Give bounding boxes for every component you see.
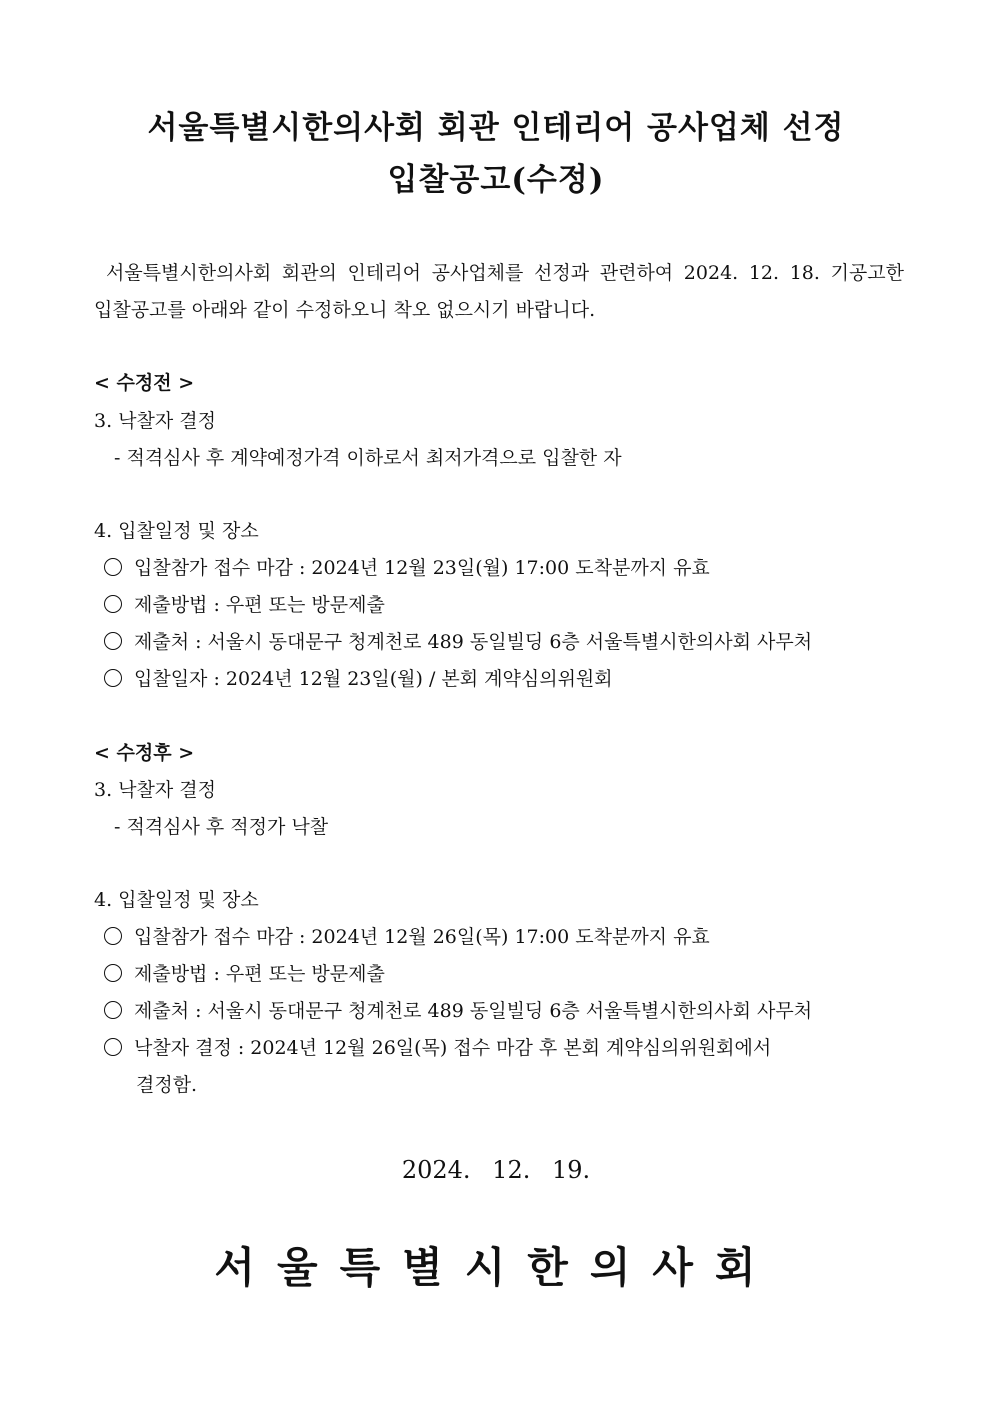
bullet-text: 입찰참가 접수 마감 : 2024년 12월 26일(목) 17:00 도착분까지 유효: [134, 926, 710, 948]
bullet-text: 제출처 : 서울시 동대문구 청계천로 489 동일빌딩 6층 서울특별시한의사회 사무처: [134, 631, 813, 653]
document-title-line-1: 서울특별시한의사회 회관 인테리어 공사업체 선정: [147, 110, 845, 146]
before-item3-title: 3. 낙찰자 결정: [94, 410, 216, 432]
bullet-text: 제출방법 : 우편 또는 방문제출: [134, 963, 385, 985]
circle-bullet-icon: [104, 632, 122, 650]
document-date: 2024. 12. 19.: [401, 1156, 591, 1184]
circle-bullet-icon: [104, 558, 122, 576]
before-bullet-4: [104, 664, 613, 694]
circle-bullet-icon: [104, 1001, 122, 1019]
after-revision-heading: < 수정후 >: [94, 742, 195, 764]
after-item3-title: 3. 낙찰자 결정: [94, 779, 216, 801]
circle-bullet-icon: [104, 669, 122, 687]
after-bullet-2: [104, 959, 385, 989]
before-bullet-2: [104, 590, 385, 620]
circle-bullet-icon: [104, 595, 122, 613]
bullet-text: 제출처 : 서울시 동대문구 청계천로 489 동일빌딩 6층 서울특별시한의사회 사무처: [134, 1000, 813, 1022]
bullet-text: 제출방법 : 우편 또는 방문제출: [134, 594, 385, 616]
bullet-text: 낙찰자 결정 : 2024년 12월 26일(목) 접수 마감 후 본회 계약심의위원회에서: [134, 1037, 772, 1059]
before-revision-heading: < 수정전 >: [94, 372, 195, 394]
after-item3-detail: - 적격심사 후 적정가 낙찰: [114, 816, 329, 838]
after-bullet-1: [104, 922, 710, 952]
after-bullet-3: [104, 996, 812, 1026]
before-bullet-1: [104, 553, 710, 583]
after-item4-title: 4. 입찰일정 및 장소: [94, 889, 259, 911]
circle-bullet-icon: [104, 964, 122, 982]
circle-bullet-icon: [104, 1038, 122, 1056]
after-bullet-4: [104, 1033, 771, 1063]
document-title-line-2: 입찰공고(수정): [387, 162, 605, 198]
after-bullet-4-continuation: 결정함.: [136, 1074, 198, 1096]
bullet-text: 입찰참가 접수 마감 : 2024년 12월 23일(월) 17:00 도착분까지 유효: [134, 557, 710, 579]
before-bullet-3: [104, 627, 812, 657]
circle-bullet-icon: [104, 927, 122, 945]
issuing-organization: 서울특별시한의사회: [214, 1243, 778, 1292]
intro-paragraph: 서울특별시한의사회 회관의 인테리어 공사업체를 선정과 관련하여 2024. 12. 18. 기공고한 입찰공고를 아래와 같이 수정하오니 착오 없으시기 바랍니다.: [94, 262, 904, 321]
before-item4-title: 4. 입찰일정 및 장소: [94, 520, 259, 542]
bullet-text: 입찰일자 : 2024년 12월 23일(월) / 본회 계약심의위원회: [134, 668, 613, 690]
before-item3-detail: - 적격심사 후 계약예정가격 이하로서 최저가격으로 입찰한 자: [114, 447, 622, 469]
